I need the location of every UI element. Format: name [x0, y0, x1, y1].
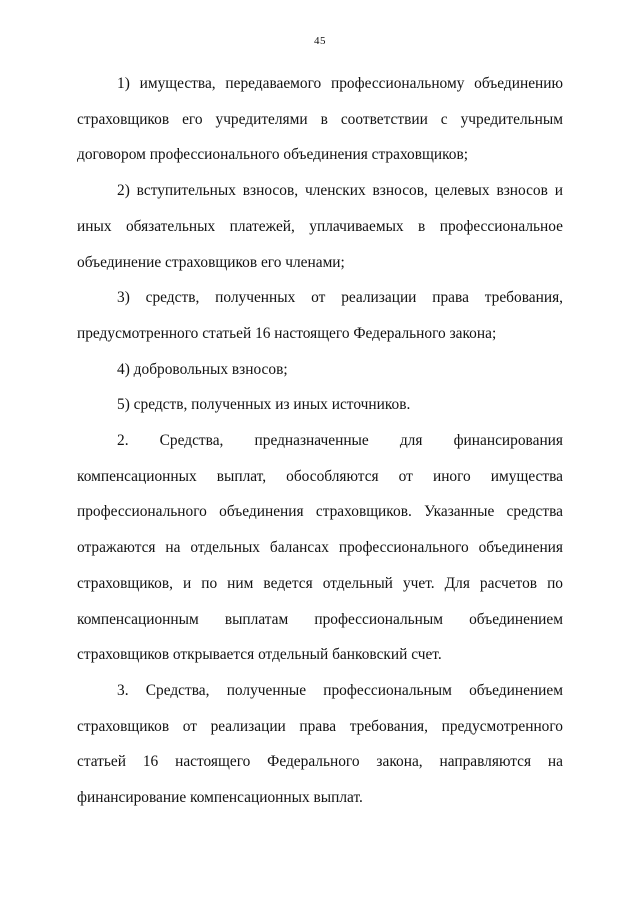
list-item-property: 1) имущества, передаваемого профессиональному объединению страховщиков его учредителями в соответствии с учредительным договором профессионального объединения страховщиков; — [77, 75, 563, 164]
list-item-fees: 2) вступительных взносов, членских взносов, целевых взносов и иных обязательных платежей, уплачиваемых в профессиональное объединение страховщиков его членами; — [77, 182, 563, 271]
clause-2: 2. Средства, предназначенные для финансирования компенсационных выплат, обособляются от иного имущества профессионального объединения страховщиков. Указанные средства отражаются на отдельных балансах профессионального объединения страховщиков, и по ним ведется отдельный учет. Для расчетов по компенсационным выплатам профессиональным объединением страховщиков открывается отдельный банковский счет. — [77, 432, 563, 664]
clause-3: 3. Средства, полученные профессиональным объединением страховщиков от реализации права требования, предусмотренного статьей 16 настоящего Федерального закона, направляются на финансирование компенсационных выплат. — [77, 681, 563, 807]
list-item-other-sources: 5) средств, полученных из иных источников. — [117, 396, 411, 414]
list-item-voluntary: 4) добровольных взносов; — [117, 360, 288, 378]
page-number: 45 — [314, 35, 326, 47]
document-body — [77, 66, 563, 816]
list-item-claims: 3) средств, полученных от реализации права требования, предусмотренного статьей 16 настоящего Федерального закона; — [77, 289, 563, 342]
